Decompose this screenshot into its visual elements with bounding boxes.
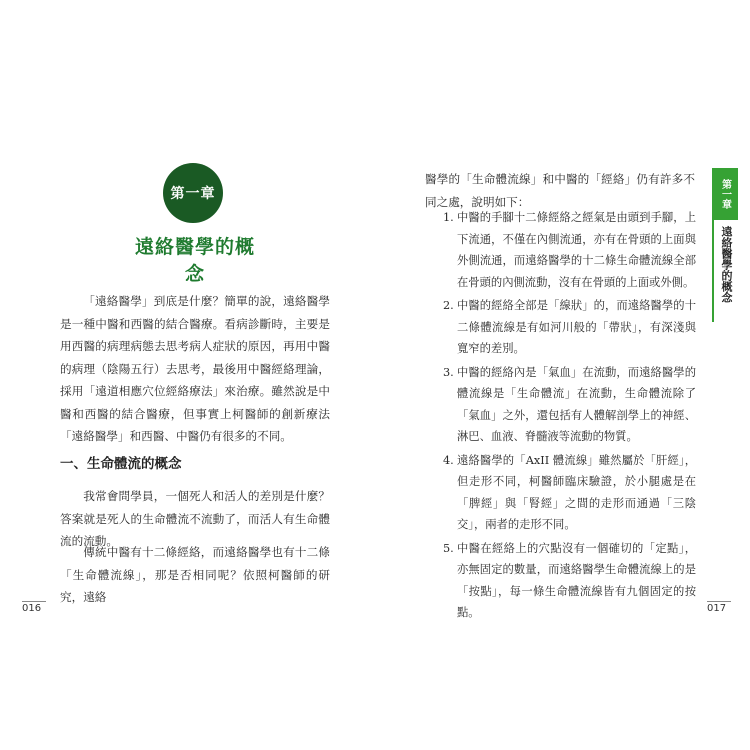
page-number-rule-right [707, 601, 731, 602]
section-paragraph-2: 傳統中醫有十二條經絡，而遠絡醫學也有十二條「生命體流線」，那是否相同呢？依照柯醫師的研究，遠絡 [60, 545, 330, 604]
list-number: 3. [443, 365, 454, 379]
chapter-side-tab [712, 168, 738, 322]
list-number: 1. [443, 211, 454, 224]
difference-list [443, 207, 696, 626]
chapter-badge: 第一章 [163, 163, 223, 223]
section-heading: 一、生命體流的概念 [60, 456, 182, 472]
intro-paragraph: 「遠絡醫學」到底是什麼？簡單的說，遠絡醫學是一種中醫和西醫的結合醫療。看病診斷時，主要是用西醫的病理病態去思考病人症狀的原因，再用中醫的病理（陰陽五行）去思考，最後用中醫經絡理論，採用「遠道相應穴位經絡療法」來治療。雖然說是中醫和西醫的結合醫療，但事實上柯醫師的創新療法「遠絡醫學」和西醫、中醫仍有很多的不同。 [60, 294, 330, 443]
list-number: 5. [443, 541, 454, 555]
page-number-left: 016 [22, 603, 42, 614]
list-text: 中醫在經絡上的穴點沒有一個確切的「定點」，亦無固定的數量，而遠絡醫學生命體流線上的是「按點」，每一條生命體流線皆有九個固定的按點。 [457, 541, 696, 619]
chapter-title: 遠絡醫學的概念 [134, 236, 255, 285]
list-item [443, 450, 696, 536]
list-item [443, 295, 696, 360]
list-text: 中醫的手腳十二條經絡之經氣是由頭到手腳，上下流通，不僅在內側流通，亦有在骨頭的上面與外側流通，而遠絡醫學的十二條生命體流線全部在骨頭的內側流動，沒有在骨頭的上面或外側。 [457, 211, 696, 289]
side-tab-title: 遠絡醫學的概念 [712, 220, 738, 322]
list-number: 2. [443, 299, 454, 312]
list-item [443, 207, 696, 293]
list-item [443, 362, 696, 448]
page-number-right: 017 [707, 603, 727, 614]
list-item [443, 538, 696, 624]
list-text: 中醫的經絡全部是「線狀」的，而遠絡醫學的十二條體流線是有如河川般的「帶狀」，有深淺與寬窄的差別。 [457, 299, 696, 355]
list-number: 4. [443, 453, 454, 467]
list-text: 遠絡醫學的「AxII 體流線」雖然屬於「肝經」，但走形不同，柯醫師臨床驗證，於小腿處是在「脾經」與「腎經」之間的走形而通過「三陰交」，兩者的走形不同。 [457, 453, 696, 531]
lead-paragraph: 醫學的「生命體流線」和中醫的「經絡」仍有許多不同之處，說明如下： [425, 172, 695, 209]
list-text: 中醫的經絡內是「氣血」在流動，而遠絡醫學的體流線是「生命體流」在流動，生命體流除了「氣血」之外，還包括有人體解剖學上的神經、淋巴、血液、脊髓液等流動的物質。 [457, 365, 696, 443]
section-paragraph-1: 我常會問學員，一個死人和活人的差別是什麼？答案就是死人的生命體流不流動了，而活人有生命體流的流動。 [60, 489, 330, 548]
side-tab-chapter: 第一章 [712, 168, 738, 220]
page-number-rule-left [22, 601, 46, 602]
